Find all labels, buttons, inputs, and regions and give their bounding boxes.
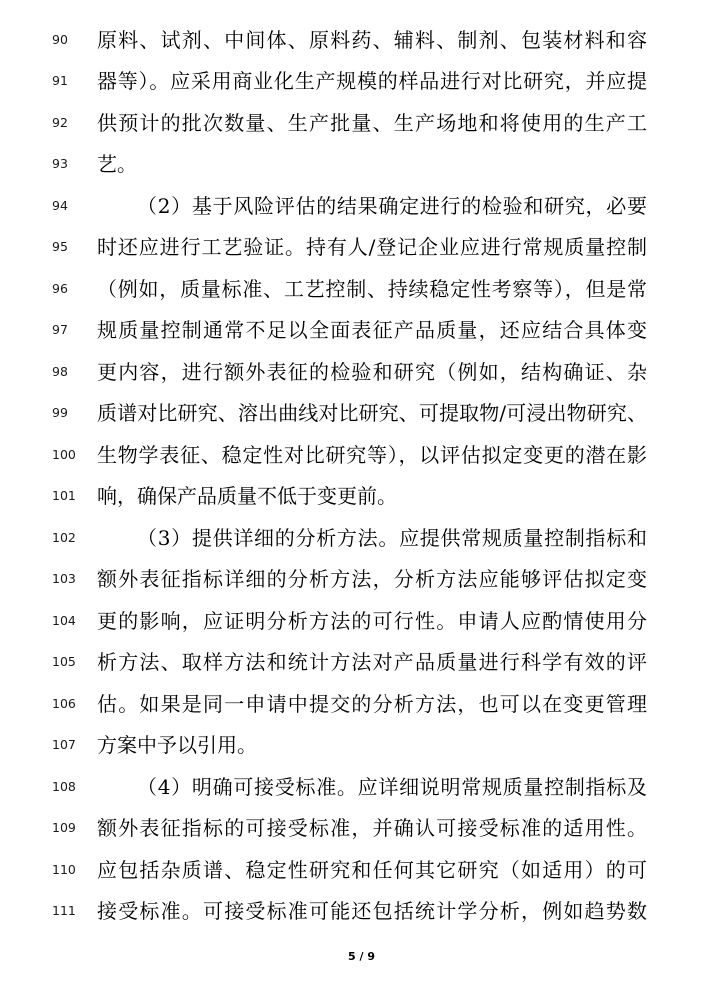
- text-line: [0, 105, 723, 146]
- text-line: [0, 188, 723, 229]
- line-text: 估。如果是同一申请中提交的分析方法，也可以在变更管理: [97, 692, 647, 716]
- line-text: 析方法、取样方法和统计方法对产品质量进行科学有效的评: [97, 650, 647, 674]
- line-number: 97: [52, 322, 68, 337]
- line-number: 93: [52, 156, 68, 171]
- line-number: 101: [52, 488, 76, 503]
- line-text: 响，确保产品质量不低于变更前。: [97, 484, 397, 508]
- line-number: 108: [52, 779, 76, 794]
- line-text: 应包括杂质谱、稳定性研究和任何其它研究（如适用）的可: [97, 858, 647, 882]
- line-text: 器等）。应采用商业化生产规模的样品进行对比研究，并应提: [97, 69, 647, 93]
- line-number: 102: [52, 530, 76, 545]
- text-line: [0, 395, 723, 436]
- line-text: 规质量控制通常不足以全面表征产品质量，还应结合具体变: [97, 318, 647, 342]
- line-number: 90: [52, 32, 68, 47]
- line-text: 供预计的批次数量、生产批量、生产场地和将使用的生产工: [97, 111, 647, 135]
- text-line: [0, 893, 723, 934]
- line-number: 107: [52, 737, 76, 752]
- text-line: [0, 561, 723, 602]
- line-text: 方案中予以引用。: [97, 733, 257, 757]
- line-text: 时还应进行工艺验证。持有人/登记企业应进行常规质量控制: [97, 235, 647, 259]
- line-text: （3）提供详细的分析方法。应提供常规质量控制指标和: [137, 526, 647, 550]
- line-number: 111: [52, 903, 76, 918]
- text-line: [0, 63, 723, 104]
- line-number: 96: [52, 281, 68, 296]
- text-line: [0, 644, 723, 685]
- text-line: [0, 852, 723, 893]
- line-number: 110: [52, 862, 76, 877]
- line-number: 109: [52, 820, 76, 835]
- text-line: [0, 686, 723, 727]
- line-text: 更的影响，应证明分析方法的可行性。申请人应酌情使用分: [97, 609, 647, 633]
- text-line: [0, 727, 723, 768]
- text-line: [0, 603, 723, 644]
- line-number: 92: [52, 115, 68, 130]
- line-number: 98: [52, 364, 68, 379]
- line-number: 105: [52, 654, 76, 669]
- line-number: 104: [52, 613, 76, 628]
- line-text: 更内容，进行额外表征的检验和研究（例如，结构确证、杂: [97, 360, 647, 384]
- text-line: [0, 312, 723, 353]
- line-number: 100: [52, 447, 76, 462]
- line-text: （2）基于风险评估的结果确定进行的检验和研究，必要: [137, 194, 647, 218]
- line-text: （4）明确可接受标准。应详细说明常规质量控制指标及: [137, 775, 647, 799]
- line-text: 额外表征指标详细的分析方法，分析方法应能够评估拟定变: [97, 567, 647, 591]
- text-line: [0, 146, 723, 187]
- line-number: 103: [52, 571, 76, 586]
- line-text: 额外表征指标的可接受标准，并确认可接受标准的适用性。: [97, 816, 647, 840]
- line-text: 艺。: [97, 152, 137, 176]
- line-number: 99: [52, 405, 68, 420]
- text-line: [0, 271, 723, 312]
- line-text: （例如，质量标准、工艺控制、持续稳定性考察等），但是常: [97, 277, 647, 301]
- text-line: [0, 229, 723, 270]
- page-number: 5 / 9: [348, 950, 375, 963]
- line-text: 质谱对比研究、溶出曲线对比研究、可提取物/可浸出物研究、: [97, 401, 647, 425]
- text-line: [0, 354, 723, 395]
- text-line: [0, 520, 723, 561]
- line-number: 94: [52, 198, 68, 213]
- text-line: [0, 22, 723, 63]
- text-line: [0, 769, 723, 810]
- text-line: [0, 478, 723, 519]
- line-text: 生物学表征、稳定性对比研究等），以评估拟定变更的潜在影: [97, 443, 647, 467]
- line-number: 106: [52, 696, 76, 711]
- line-number: 95: [52, 239, 68, 254]
- line-number: 91: [52, 73, 68, 88]
- text-line: [0, 810, 723, 851]
- line-text: 接受标准。可接受标准可能还包括统计学分析，例如趋势数: [97, 899, 647, 923]
- line-text: 原料、试剂、中间体、原料药、辅料、制剂、包装材料和容: [97, 28, 647, 52]
- text-line: [0, 437, 723, 478]
